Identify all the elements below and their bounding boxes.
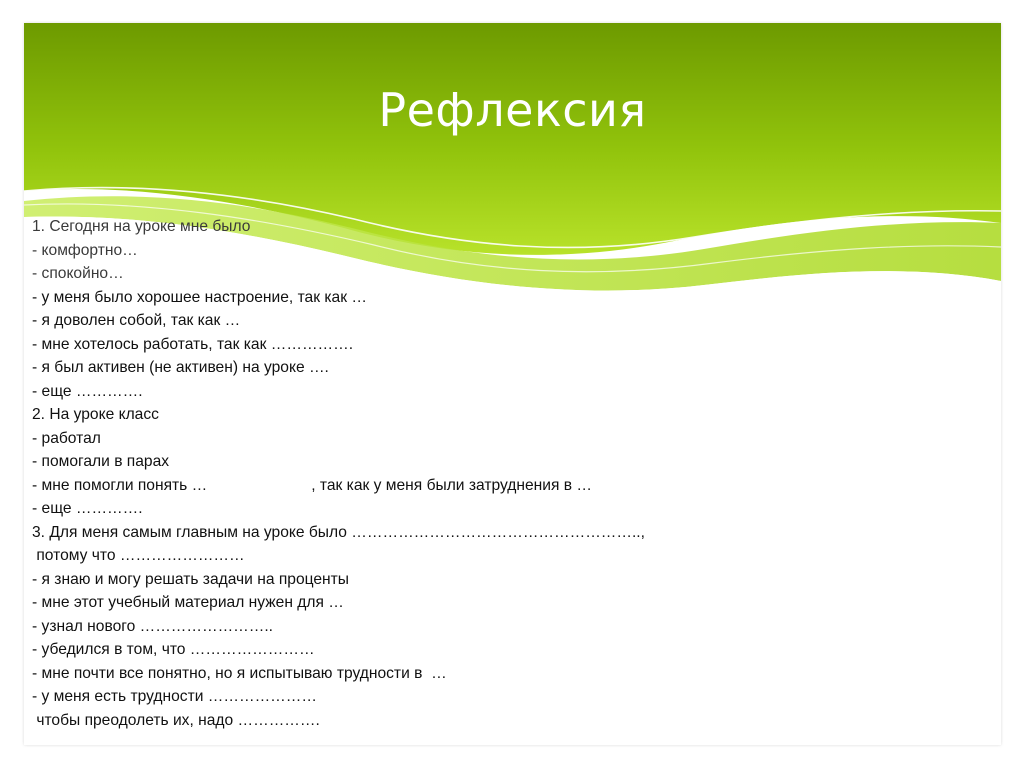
slide: [24, 23, 1001, 745]
list-item: - мне хотелось работать, так как …………….: [32, 335, 354, 353]
list-item: - помогали в парах: [32, 453, 170, 470]
list-item: - работал: [32, 429, 101, 447]
list-item: - я доволен собой, так как …: [32, 312, 241, 329]
list-item: - мне почти все понятно, но я испытываю трудности в …: [32, 664, 447, 682]
list-item: 2. На уроке класс: [32, 406, 159, 423]
list-item: - я знаю и могу решать задачи на проценты: [32, 570, 350, 588]
list-item: - мне помогли понять … , так как у меня были затруднения в …: [32, 476, 592, 494]
list-item: - узнал нового ……………………..: [32, 617, 274, 635]
slide-title: Рефлексия: [378, 83, 647, 137]
list-item: - комфортно…: [32, 241, 138, 259]
list-item: - еще ………….: [32, 382, 143, 400]
list-item: - я был активен (не активен) на уроке ….: [32, 359, 329, 376]
list-item: - мне этот учебный материал нужен для …: [32, 594, 344, 611]
list-item: - у меня было хорошее настроение, так как …: [32, 288, 367, 306]
list-item: - у меня есть трудности …………………: [32, 688, 317, 705]
list-item: - еще ………….: [32, 500, 143, 517]
list-item: - убедился в том, что ……………………: [32, 641, 315, 658]
list-item: потому что ……………………: [32, 547, 245, 564]
list-item: чтобы преодолеть их, надо …………….: [32, 711, 320, 729]
list-item: 3. Для меня самым главным на уроке было ………………………………………………..,: [32, 523, 645, 541]
list-item: 1. Сегодня на уроке мне было: [32, 218, 251, 235]
reflection-list: [32, 215, 972, 732]
list-item: - спокойно…: [32, 265, 124, 282]
